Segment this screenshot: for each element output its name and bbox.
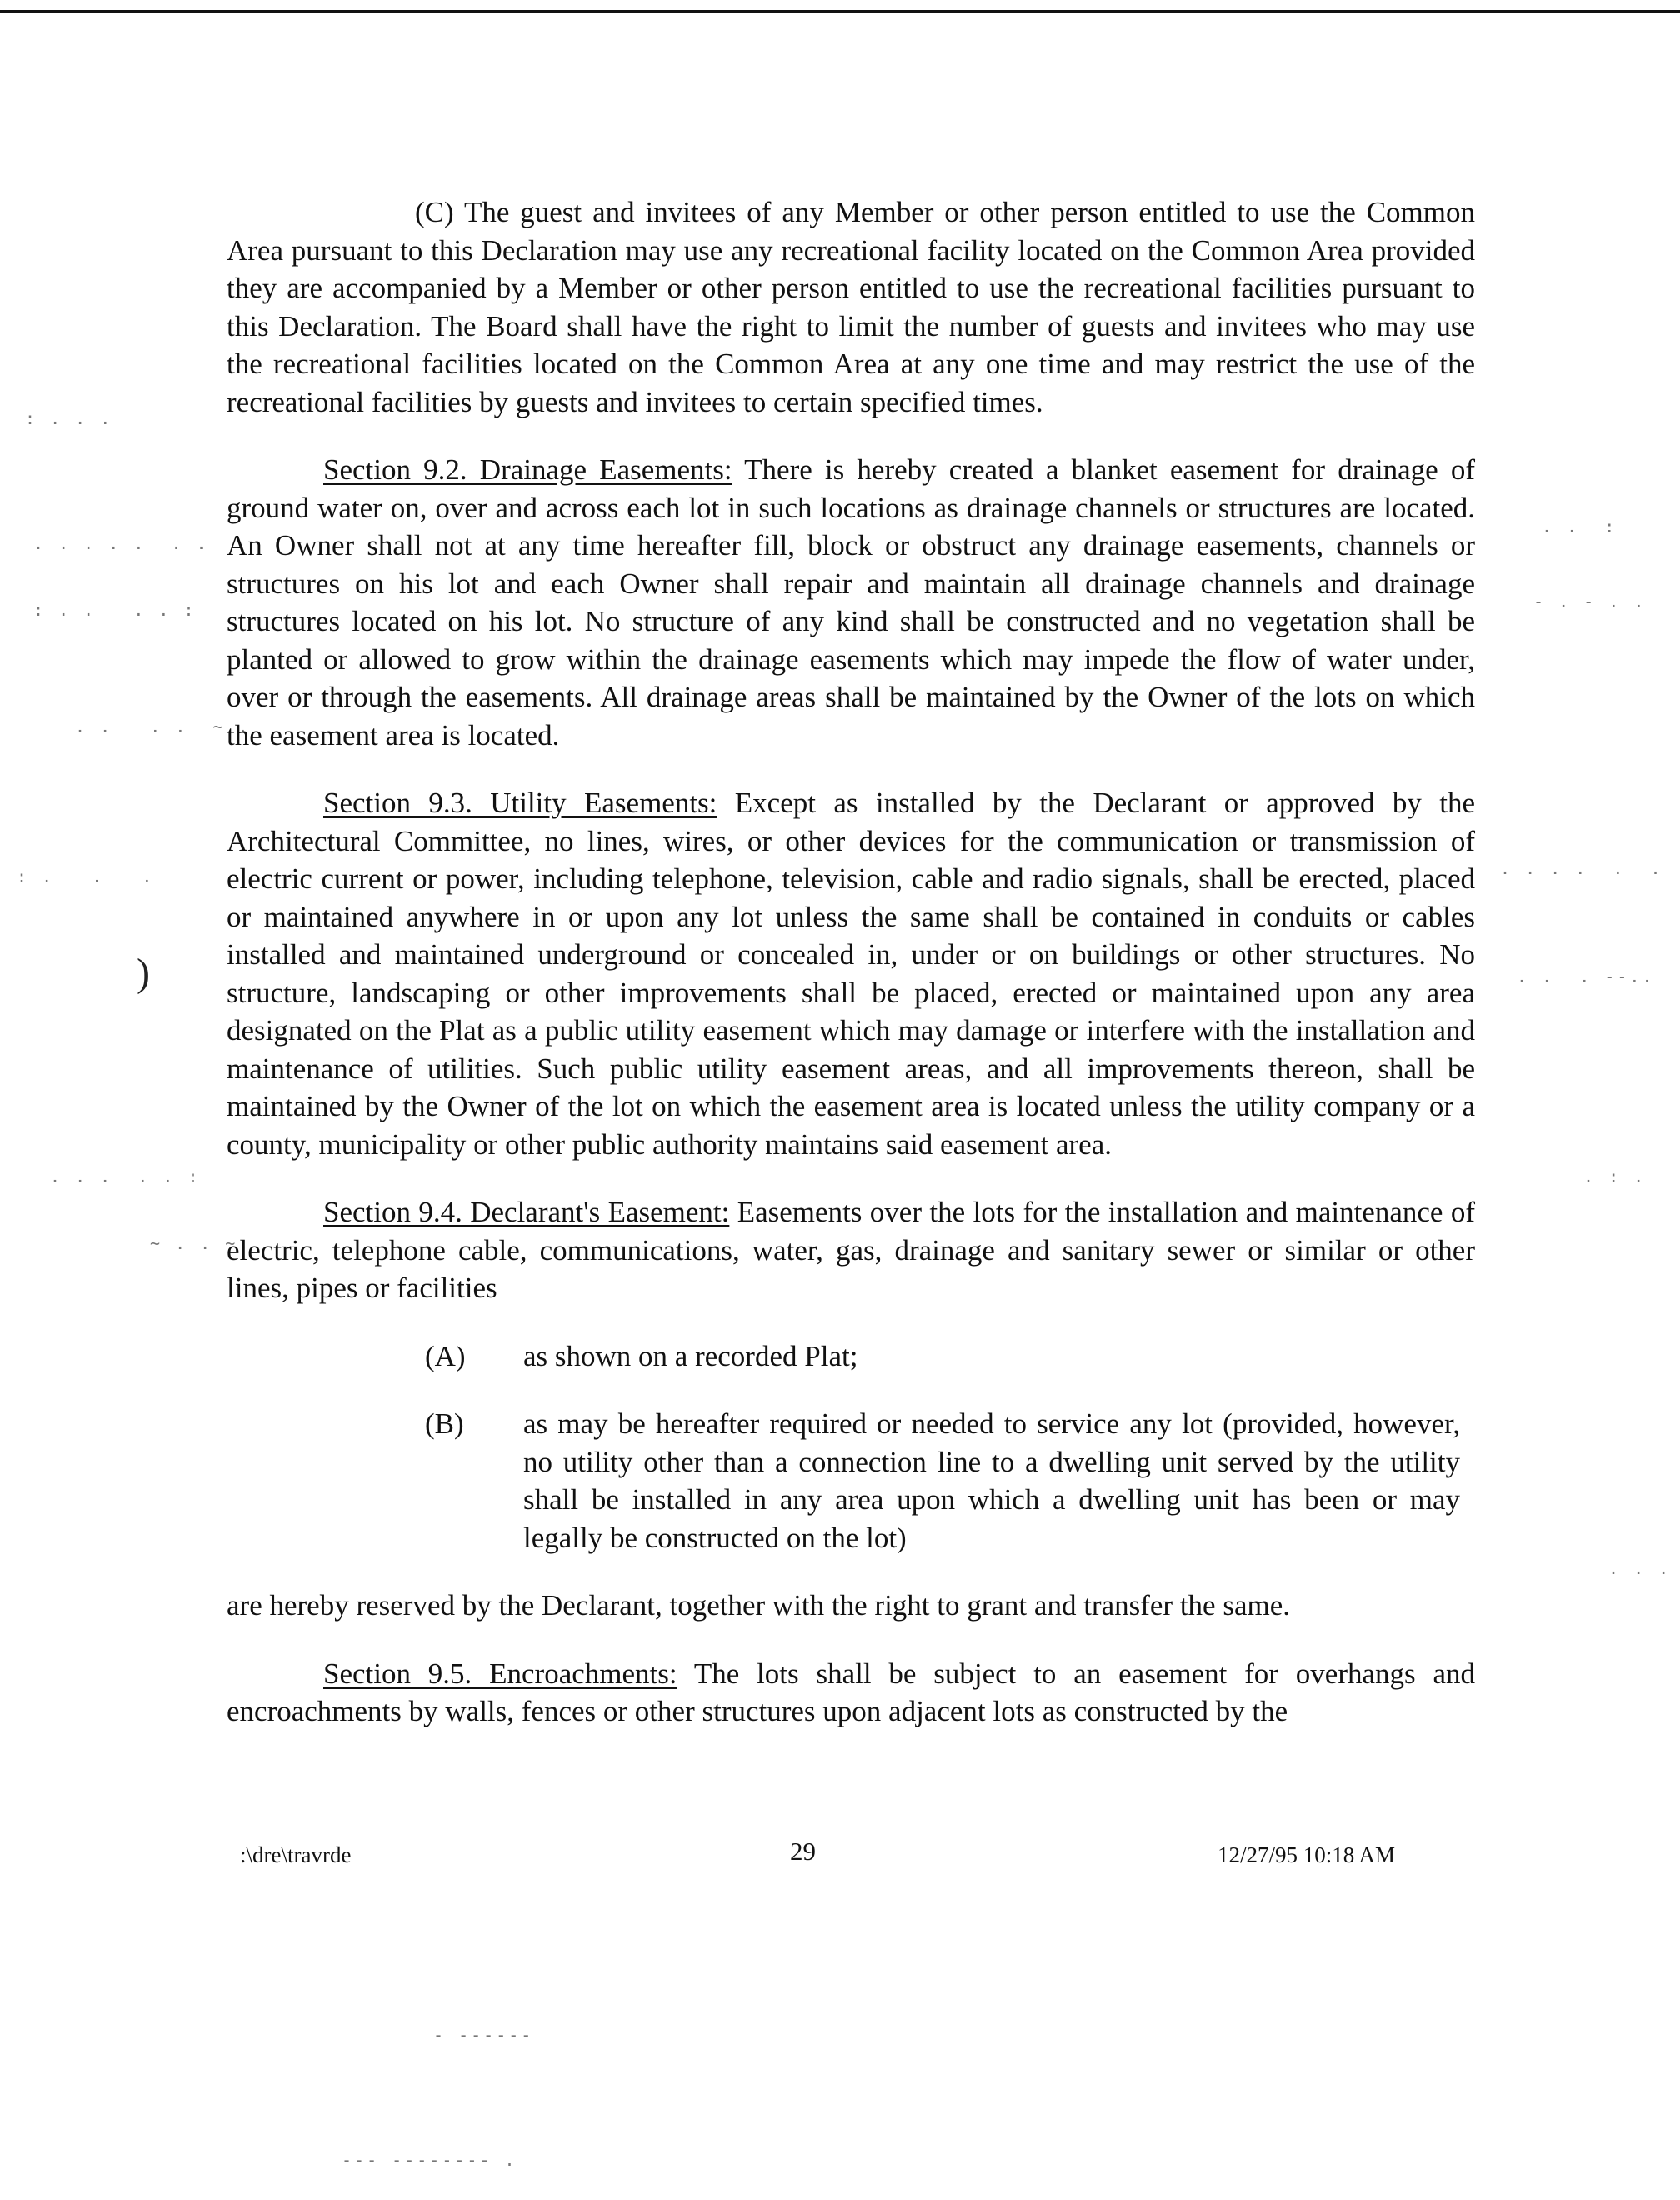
scan-noise: ~ . . ~ bbox=[150, 1233, 238, 1253]
section-text: Easements over the lots for the installation and maintenance of electric, telephone cable, communications, water, gas, drainage and sanitary sewer or similar or other lines, pipes or facilities bbox=[227, 1196, 1475, 1304]
scan-noise: : . . . . : bbox=[33, 600, 197, 620]
scan-noise: . . : bbox=[1542, 517, 1618, 537]
section-heading: Section 9.4. Declarant's Easement: bbox=[323, 1196, 730, 1228]
document-body bbox=[227, 193, 1475, 1731]
scan-mark: ) bbox=[137, 951, 150, 995]
list-text: as shown on a recorded Plat; bbox=[523, 1339, 858, 1372]
scan-noise: . . . --.. bbox=[1517, 967, 1668, 987]
list-marker: (A) bbox=[425, 1339, 466, 1372]
section-text: The lots shall be subject to an easement for overhangs and encroachments by walls, fences or other structures upon adjacent lots as constructed by the bbox=[227, 1657, 1475, 1728]
scan-noise: . : . bbox=[1583, 1167, 1647, 1187]
section-9-5 bbox=[227, 1655, 1475, 1731]
scan-noise: . . . . . . bbox=[1500, 858, 1663, 878]
scan-noise: . . . bbox=[1608, 1558, 1672, 1578]
section-heading: Section 9.3. Utility Easements: bbox=[323, 787, 718, 819]
scan-noise: - . - . . bbox=[1533, 592, 1647, 612]
scan-noise: : . . . bbox=[25, 408, 113, 428]
section-9-4 bbox=[227, 1193, 1475, 1308]
closing-text: are hereby reserved by the Declarant, together with the right to grant and transfer the same. bbox=[227, 1589, 1290, 1622]
scan-noise: - ------ bbox=[433, 2025, 534, 2045]
footer-timestamp: 12/27/95 10:18 AM bbox=[1217, 1842, 1395, 1868]
list-item-b bbox=[227, 1405, 1475, 1557]
section-text: There is hereby created a blanket easement for drainage of ground water on, over and across each lot in such locations as drainage channels or structures are located. An Owner shall not at any time hereafter fill, block or obstruct any drainage easements, channels or structures on his lot and each Owner shall repair and maintain all drainage channels and drainage structures located on his lot. No structure of any kind shall be constructed and no vegetation shall be planted or allowed to grow within the drainage easements which may impede the flow of water under, over or through the easements. All drainage areas shall be maintained by the Owner of the lots on which the easement area is located. bbox=[227, 453, 1475, 752]
page-number: 29 bbox=[790, 1837, 816, 1866]
list-text: as may be hereafter required or needed to service any lot (provided, however, no utility other than a connection line to a dwelling unit served by the utility shall be installed in any area upon which a dwelling unit has been or may legally be constructed on the lot) bbox=[523, 1408, 1460, 1554]
footer-file-path: :\dre\travrde bbox=[240, 1842, 352, 1868]
top-border-rule bbox=[0, 10, 1680, 13]
section-heading: Section 9.5. Encroachments: bbox=[323, 1657, 678, 1690]
section-text: Except as installed by the Declarant or approved by the Architectural Committee, no lines, wires, or other devices for the communication or transmission of electric current or power, including telephone, television, cable and radio signals, shall be erected, placed or maintained anywhere in or upon any lot unless the same shall be contained in conduits or cables installed and maintained underground or concealed in, under or on buildings or other structures. No structure, landscaping or other improvements shall be placed, erected or maintained upon any area designated on the Plat as a public utility easement which may damage or interfere with the installation and maintenance of utilities. Such public utility easement areas, and all improvements thereon, shall be maintained by the Owner of the lot on which the easement area is located unless the utility company or a county, municipality or other public authority maintains said easement area. bbox=[227, 787, 1475, 1161]
list-item-a bbox=[227, 1338, 1475, 1376]
scan-noise: : . . . bbox=[17, 867, 155, 887]
list-marker: (B) bbox=[425, 1408, 464, 1440]
section-9-2 bbox=[227, 451, 1475, 754]
scan-noise: . . . . . : bbox=[50, 1167, 201, 1187]
paragraph-c: (C) The guest and invitees of any Member or other person entitled to use the Common Area pursuant to this Declaration may use any recreational facility located on the Common Area provided they are accompanied by a Member or other person entitled to use the recreational facilities pursuant to this Declaration. The Board shall have the right to limit the number of guests and invitees who may use the recreational facilities located on the Common Area at any one time and may restrict the use of the recreational facilities by guests and invitees to certain specified times. bbox=[227, 196, 1475, 418]
scan-noise: . . . . . . . bbox=[33, 533, 209, 553]
scan-noise: . . . . ~ . bbox=[75, 717, 251, 737]
page-footer bbox=[240, 1838, 1395, 1872]
scan-noise: --- -------- . bbox=[342, 2150, 518, 2170]
section-heading: Section 9.2. Drainage Easements: bbox=[323, 453, 732, 486]
section-9-3 bbox=[227, 784, 1475, 1163]
